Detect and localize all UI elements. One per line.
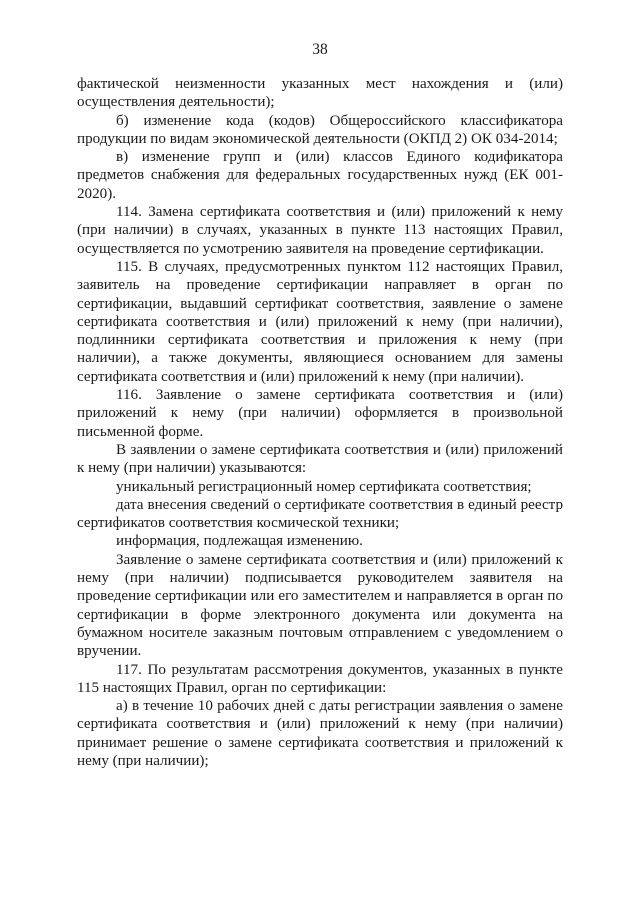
paragraph-4: 114. Замена сертификата соответствия и (или) приложений к нему (при наличии) в случаях, указанных в пункте 113 настоящих Правил, осуществляется по усмотрению заявителя на проведение сертификации.: [77, 204, 563, 257]
paragraph-2: б) изменение кода (кодов) Общероссийского классификатора продукции по видам экономической деятельности (ОКПД 2) ОК 034-2014;: [77, 112, 563, 147]
paragraph-3: в) изменение групп и (или) классов Единого кодификатора предметов снабжения для федеральных государственных нужд (ЕК 001-2020).: [77, 149, 563, 202]
paragraph-1: фактической неизменности указанных мест нахождения и (или) осуществления деятельности);: [77, 76, 563, 111]
paragraph-13: а) в течение 10 рабочих дней с даты регистрации заявления о замене сертификата соответствия и (или) приложений к нему (при наличии) принимает решение о замене сертификата соответствия и приложений к нему (при наличии);: [77, 698, 563, 769]
paragraph-6: 116. Заявление о замене сертификата соответствия и (или) приложений к нему (при наличии) оформляется в произвольной письменной форме.: [77, 387, 563, 440]
paragraph-5: 115. В случаях, предусмотренных пунктом 112 настоящих Правил, заявитель на проведение сертификации направляет в орган по сертификации, выдавший сертификат соответствия, заявление о замене сертификата соответствия и (или) приложений к нему (при наличии), подлинники сертификата соответствия и приложения к нему (при наличии), а также документы, являющиеся основанием для замены сертификата соответствия и (или) приложений к нему (при наличии).: [77, 258, 563, 385]
paragraph-11: Заявление о замене сертификата соответствия и (или) приложений к нему (при наличии) подписывается руководителем заявителя на проведение сертификации или его заместителем и направляется в орган по сертификации в форме электронного документа или документа на бумажном носителе заказным почтовым отправлением с уведомлением о вручении.: [77, 551, 563, 660]
page-number: 38: [312, 41, 328, 58]
document-body: [77, 75, 563, 770]
paragraph-9: дата внесения сведений о сертификате соответствия в единый реестр сертификатов соответствия космической техники;: [77, 496, 563, 532]
paragraph-12: 117. По результатам рассмотрения документов, указанных в пункте 115 настоящих Правил, орган по сертификации:: [77, 661, 563, 696]
paragraph-8: уникальный регистрационный номер сертификата соответствия;: [116, 478, 532, 495]
paragraph-7: В заявлении о замене сертификата соответствия и (или) приложений к нему (при наличии) указываются:: [77, 441, 563, 477]
paragraph-10: информация, подлежащая изменению.: [116, 533, 363, 550]
